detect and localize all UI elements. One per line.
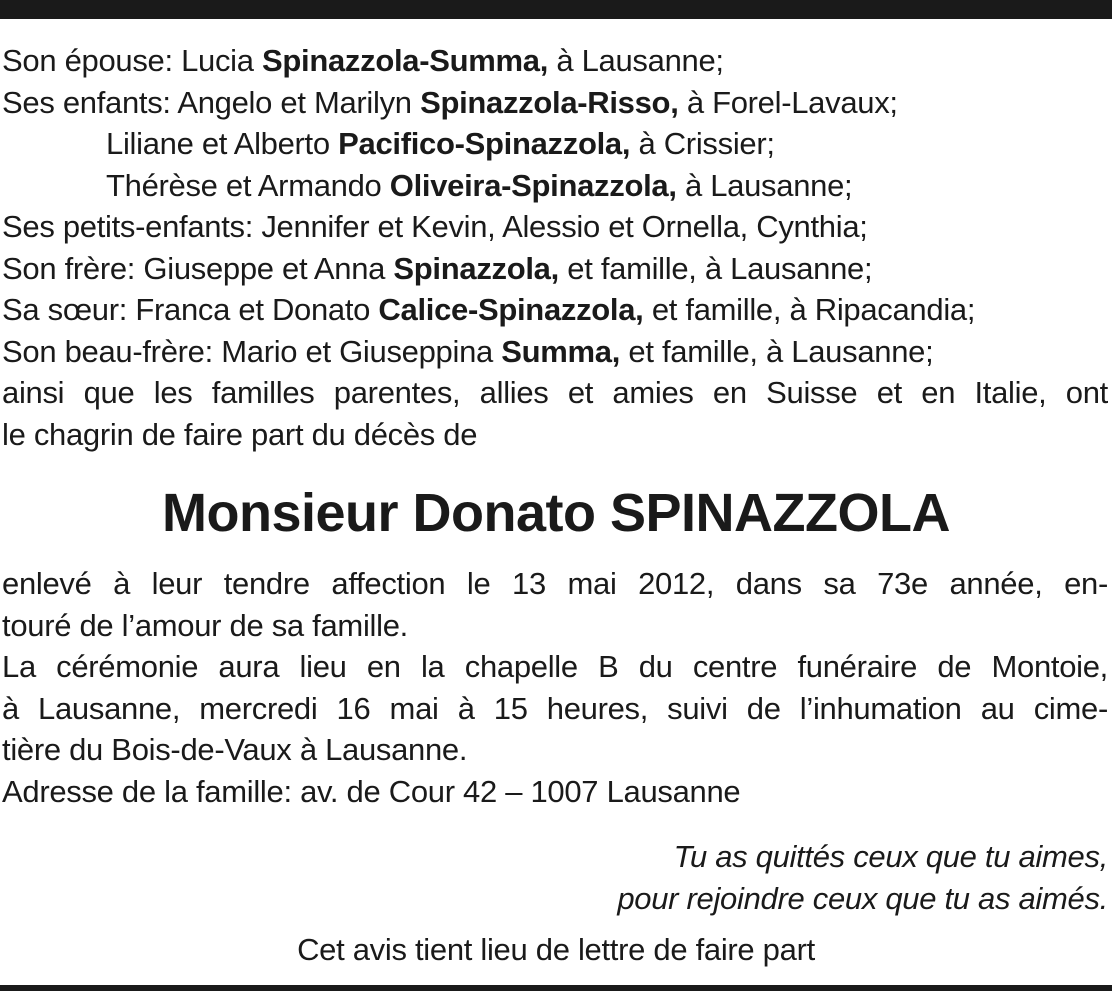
family-surname: Summa, [501, 333, 621, 369]
quote-line: Tu as quittés ceux que tu aimes, [673, 839, 1108, 874]
family-surname: Calice-Spinazzola, [378, 292, 644, 327]
body-line: enlevé à leur tendre affection le 13 mai 2012, dans sa 73e année, en- [2, 566, 1108, 601]
deceased-name: Monsieur Donato SPINAZZOLA [162, 483, 950, 543]
body-line: à Lausanne, mercredi 16 mai à 15 heures, suivi de l’inhumation au cime- [2, 690, 1108, 726]
family-surname: Spinazzola-Summa, [262, 43, 549, 78]
family-line-child: Thérèse et Armando Oliveira-Spinazzola, à Lausanne; [106, 167, 853, 203]
announcement-body [2, 563, 1108, 812]
family-surname: Oliveira-Spinazzola, [389, 167, 677, 203]
family-line-child: Liliane et Alberto Pacifico-Spinazzola, à Crissier; [106, 126, 775, 161]
family-address: Adresse de la famille: av. de Cour 42 – 1007 Lausanne [2, 773, 741, 809]
family-surname: Spinazzola, [393, 250, 559, 286]
family-line-spouse: Son épouse: Lucia Spinazzola-Summa, à Lausanne; [2, 43, 724, 78]
footer-note: Cet avis tient lieu de lettre de faire part [297, 932, 815, 967]
family-surname: Pacifico-Spinazzola, [338, 126, 631, 161]
quote-line: pour rejoindre ceux que tu as aimés. [617, 880, 1108, 916]
family-line-children: Ses enfants: Angelo et Marilyn Spinazzola-Risso, à Forel-Lavaux; [2, 84, 898, 120]
body-line: La cérémonie aura lieu en la chapelle B du centre funéraire de Montoie, [2, 649, 1108, 684]
family-line-brother-in-law: Son beau-frère: Mario et Giuseppina Summa, et famille, à Lausanne; [2, 333, 934, 369]
family-line-relatives: ainsi que les familles parentes, allies et amies en Suisse et en Italie, ont [2, 375, 1108, 410]
family-surname: Spinazzola-Risso, [420, 84, 679, 120]
bottom-rule [0, 985, 1112, 991]
family-line-brother: Son frère: Giuseppe et Anna Spinazzola, et famille, à Lausanne; [2, 250, 873, 286]
top-rule [0, 0, 1112, 19]
body-line: touré de l’amour de sa famille. [2, 607, 408, 643]
family-line-announcement: le chagrin de faire part du décès de [2, 416, 478, 452]
family-list [2, 40, 1108, 455]
family-line-grandchildren: Ses petits-enfants: Jennifer et Kevin, Alessio et Ornella, Cynthia; [2, 209, 868, 244]
family-line-sister: Sa sœur: Franca et Donato Calice-Spinazzola, et famille, à Ripacandia; [2, 292, 976, 327]
body-line: tière du Bois-de-Vaux à Lausanne. [2, 732, 468, 767]
closing-quote [617, 836, 1108, 919]
